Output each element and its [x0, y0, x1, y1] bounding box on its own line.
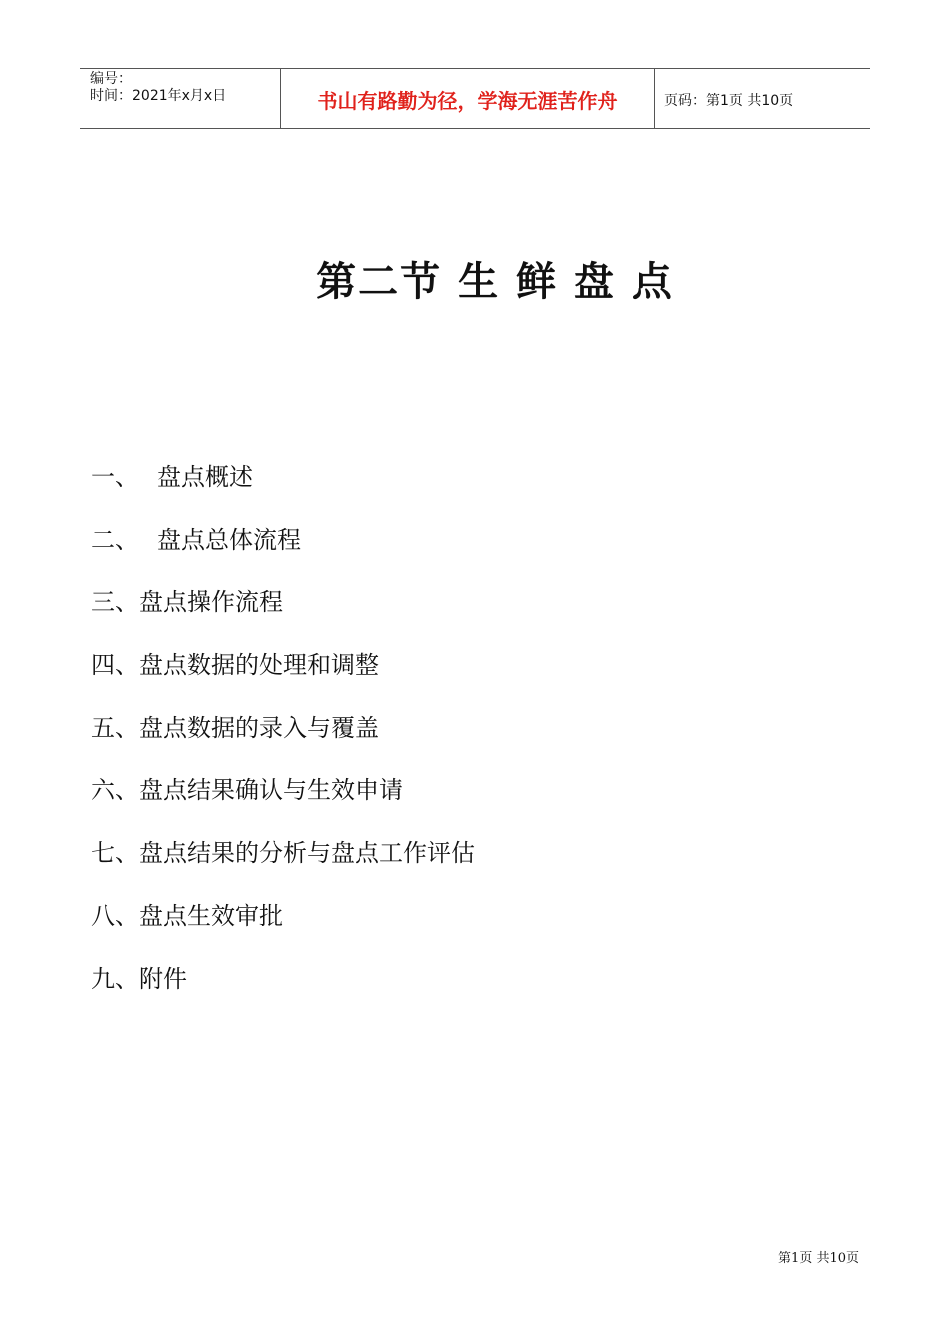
- header-page-info: 页码：第1页 共10页: [664, 92, 794, 109]
- toc-item-text: 盘点生效审批: [139, 901, 283, 930]
- document-time-label: 时间：2021年x月x日: [90, 88, 227, 104]
- toc-item-number: 九、: [91, 964, 139, 993]
- toc-item: [91, 771, 475, 834]
- page-title: 第二节 生 鲜 盘 点: [316, 259, 674, 305]
- toc-item-number: 六、: [91, 776, 139, 805]
- toc-item-number: 一、: [91, 463, 139, 491]
- header-motto: 书山有路勤为径，学海无涯苦作舟: [281, 69, 655, 128]
- toc-item-text: 盘点结果的分析与盘点工作评估: [139, 839, 475, 868]
- toc-item-number: 二、: [91, 525, 139, 554]
- toc-item-text: 盘点数据的处理和调整: [139, 651, 379, 680]
- toc-item-number: 八、: [91, 901, 139, 930]
- toc-item: [91, 583, 475, 646]
- toc-item: [91, 458, 475, 521]
- toc-item: [91, 960, 475, 1023]
- toc-item: [91, 709, 475, 772]
- toc-item-number: 三、: [91, 588, 139, 617]
- toc-item-text: 盘点结果确认与生效申请: [139, 776, 403, 805]
- page-header: [80, 68, 870, 129]
- header-meta: [80, 69, 281, 128]
- toc-item-number: 七、: [91, 839, 139, 868]
- toc-item: [91, 646, 475, 709]
- table-of-contents: [91, 458, 475, 1022]
- toc-item-text: 盘点数据的录入与覆盖: [139, 713, 379, 742]
- toc-item: [91, 521, 475, 584]
- toc-item: [91, 834, 475, 897]
- toc-item-text: 盘点总体流程: [157, 525, 301, 554]
- page-footer-number: 第1页 共10页: [778, 1251, 859, 1266]
- toc-item-text: 盘点概述: [157, 463, 253, 491]
- toc-item-text: 盘点操作流程: [139, 588, 283, 617]
- toc-item-number: 四、: [91, 651, 139, 680]
- toc-item: [91, 897, 475, 960]
- toc-item-number: 五、: [91, 713, 139, 742]
- toc-item-text: 附件: [139, 964, 187, 993]
- document-number-label: 编号：: [90, 71, 132, 87]
